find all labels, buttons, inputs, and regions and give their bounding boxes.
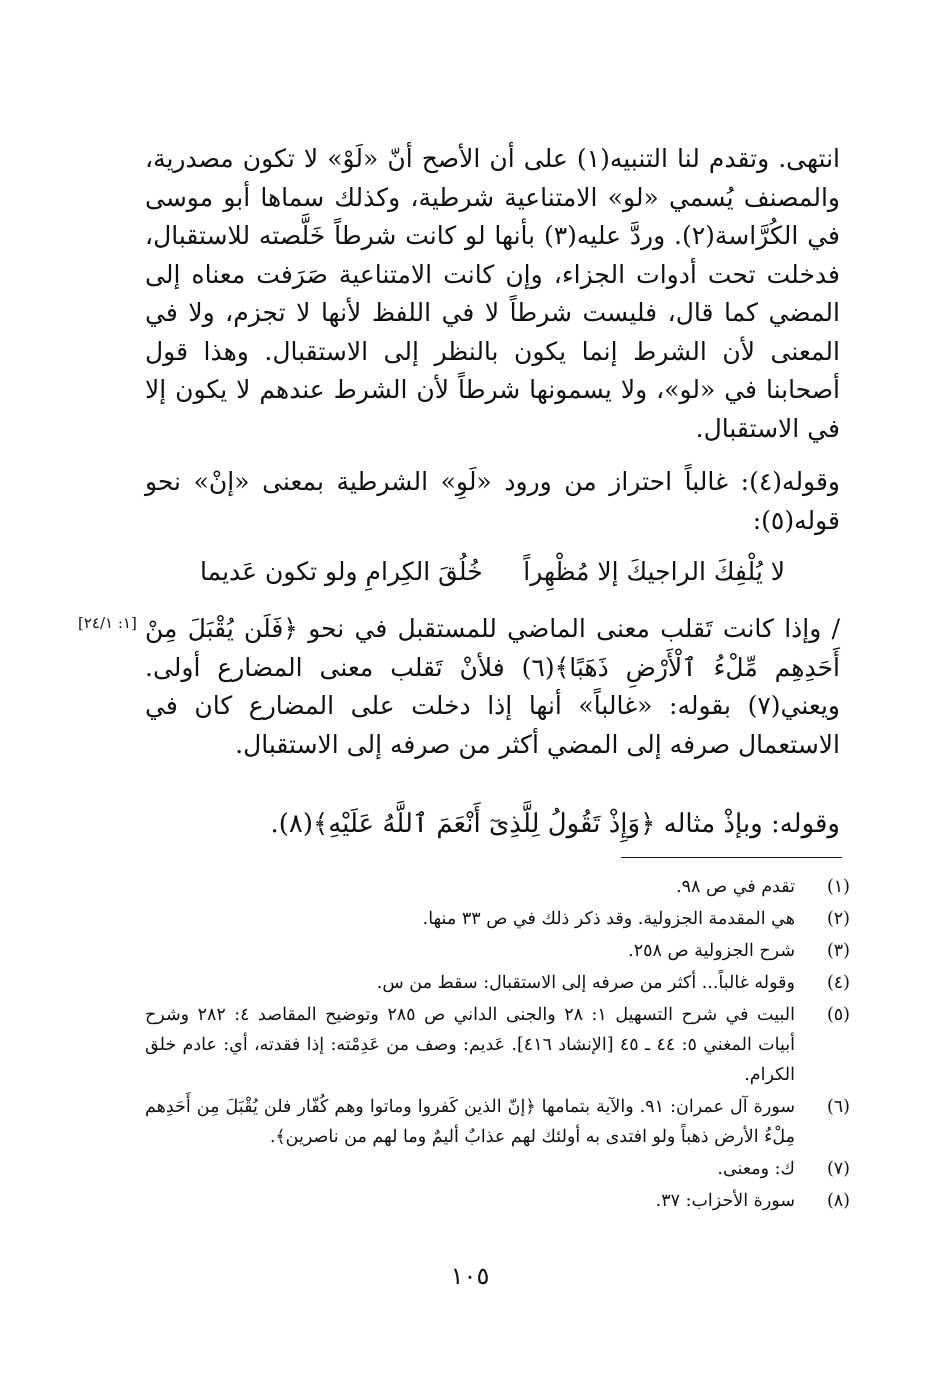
- footnote-8: [145, 1186, 850, 1216]
- footnote-7: [145, 1154, 850, 1184]
- footnote-text: شرح الجزولية ص ٢٥٨.: [628, 941, 795, 961]
- page-number: ١٠٥: [450, 1262, 490, 1290]
- footnote-number: (٣): [826, 941, 850, 961]
- footnote-number: (٧): [826, 1159, 850, 1179]
- verse-hemistich-1: لا يُلْفِكَ الراجيكَ إلا مُظْهِراً: [523, 557, 785, 586]
- poetry-verse: [145, 553, 785, 593]
- paragraph-3: / وإذا كانت تَقلب معنى الماضي للمستقبل في نحو ﴿فَلَن يُقْبَلَ مِنْ أَحَدِهِم مِّلْءُ ٱلْأَرْضِ ذَهَبًا﴾(٦) فلأنْ تَقلب معنى المضارع أولى. ويعني(٧) بقوله: «غالباً» أنها إذا دخلت على المضارع كان في الاستعمال صرفه إلى المضي أكثر من صرفه إلى الاستقبال.: [145, 614, 840, 759]
- footnote-number: (٨): [826, 1191, 850, 1211]
- footnote-number: (٦): [826, 1097, 850, 1117]
- footnote-number: (٢): [826, 909, 850, 929]
- footnote-4: [145, 968, 850, 998]
- footnote-number: (٥): [826, 1005, 850, 1025]
- paragraph-1: انتهى. وتقدم لنا التنبيه(١) على أن الأصح أنّ «لَوْ» لا تكون مصدرية، والمصنف يُسمي «لو» الامتناعية شرطية، وكذلك سماها أبو موسى في الكُرَّاسة(٢). وردَّ عليه(٣) بأنها لو كانت شرطاً خَلَّصته للاستقبال، فدخلت تحت أدوات الجزاء، وإن كانت الامتناعية صَرَفت معناه إلى المضي كما قال، فليست شرطاً لا في اللفظ لأنها لا تجزم، ولا في المعنى لأن الشرط إنما يكون بالنظر إلى الاستقبال. وهذا قول أصحابنا في «لو»، ولا يسمونها شرطاً لأن الشرط عندهم لا يكون إلا في الاستقبال.: [145, 144, 840, 443]
- footnote-separator: [621, 857, 842, 858]
- footnotes: [145, 872, 850, 1218]
- footnote-number: (١): [826, 877, 850, 897]
- footnote-text: وقوله غالباً... أكثر من صرفه إلى الاستقبال: سقط من س.: [376, 973, 795, 993]
- footnote-text: البيت في شرح التسهيل ١: ٢٨ والجنى الداني ص ٢٨٥ وتوضيح المقاصد ٤: ٢٨٢ وشرح أبيات المغني ٥: ٤٤ ـ ٤٥ [الإنشاد ٤١٦]. عَديم: وصف من عَدِمْته: إذا فقدته، أي: عادم خلق الكرام.: [145, 1005, 795, 1085]
- footnote-text: تقدم في ص ٩٨.: [676, 877, 795, 897]
- footnote-6: [145, 1092, 850, 1152]
- footnote-text: هي المقدمة الجزولية. وقد ذكر ذلك في ص ٣٣ منها.: [422, 909, 795, 929]
- footnote-3: [145, 936, 850, 966]
- paragraph-2: وقوله(٤): غالباً احتراز من ورود «لَوِ» الشرطية بمعنى «إنْ» نحو قوله(٥):: [145, 467, 840, 535]
- verse-hemistich-2: خُلُقَ الكِرامِ ولو تكون عَديما: [200, 557, 483, 586]
- footnote-2: [145, 904, 850, 934]
- paragraph-4: وقوله: وبإذْ مثاله ﴿وَإِذْ تَقُولُ لِلَّذِىٓ أَنْعَمَ ٱللَّهُ عَلَيْهِ﴾(٨).: [270, 809, 840, 839]
- footnote-1: [145, 872, 850, 902]
- manuscript-page-marker: [١: ٢٤/١]: [78, 614, 137, 632]
- footnote-text: ك: ومعنى.: [717, 1159, 795, 1179]
- footnote-number: (٤): [826, 973, 850, 993]
- footnote-text: سورة الأحزاب: ٣٧.: [655, 1191, 795, 1211]
- footnote-text: سورة آل عمران: ٩١. والآية بتمامها ﴿إنّ الذين كَفروا وماتوا وهم كُفّار فلن يُقْبَلَ مِن أَحَدِهم مِلْءُ الأرض ذهباً ولو افتدى به أولئك لهم عذابٌ أليمٌ وما لهم من ناصرين﴾.: [145, 1097, 795, 1147]
- footnote-5: [145, 1000, 850, 1090]
